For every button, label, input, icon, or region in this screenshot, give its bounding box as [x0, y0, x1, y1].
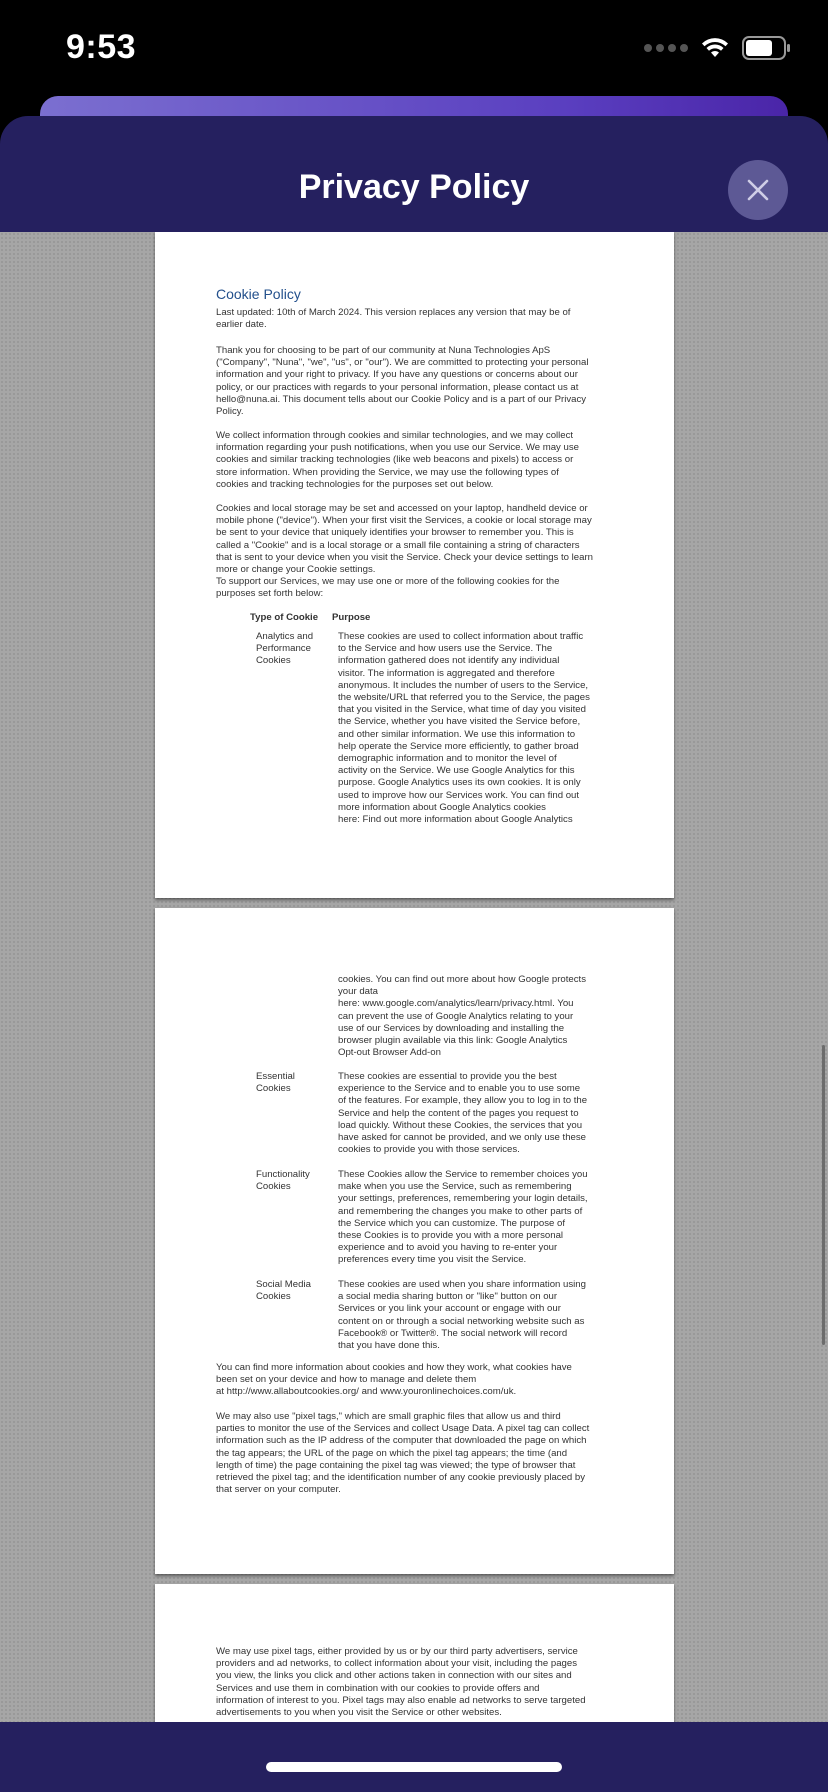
- status-time: 9:53: [66, 28, 137, 66]
- battery-icon: [742, 36, 792, 60]
- doc-paragraph: We may use pixel tags, either provided by us or by our third party advertisers, service providers and ad networks, to collect information about your visit, including the pages you view, the links you click and other actions taken in connection with our sites and Services and use them in combination with our cookies to provide offers and information of interest to you. Pixel tags may also enable ad networks to serve targeted advertisements to you when you visit the Service or other websites.: [216, 1646, 586, 1719]
- close-icon: [747, 179, 769, 201]
- doc-title: Cookie Policy: [216, 286, 301, 302]
- table-cell-type: Functionality Cookies: [256, 1169, 310, 1193]
- table-cell-purpose: cookies. You can find out more about how Google protects your data here: www.google.com/analytics/learn/privacy.html. You can prevent the use of Google Analytics relating to your use of our Services by downloading and installing the browser plugin available via this link: Google Analytics Opt-out Browser Add-on: [338, 974, 586, 1059]
- pdf-page: [155, 908, 674, 1574]
- status-icons: [644, 36, 792, 60]
- table-header-purpose: Purpose: [332, 612, 371, 623]
- doc-paragraph: Last updated: 10th of March 2024. This version replaces any version that may be of earlier date.: [216, 307, 571, 331]
- table-cell-purpose: These cookies are essential to provide you the best experience to the Service and to enable you to use some of the features. For example, they allow you to log in to the Service and help the content of the pages you request to load quickly. Without these Cookies, the services that you have asked for cannot be provided, and we only use these cookies to provide you with those services.: [338, 1071, 588, 1156]
- table-cell-purpose: These Cookies allow the Service to remember choices you make when you use the Service, such as remembering your settings, preferences, remembering your login details, and remembering the changes you make to other parts of the Service which you can customize. The purpose of these Cookies is to provide you with a more personal experience and to avoid you having to re-enter your preferences every time you visit the Service.: [338, 1169, 588, 1266]
- doc-paragraph: We collect information through cookies and similar technologies, and we may collect information regarding your push notifications, when you use our Service. We may use cookies and similar tracking technologies (like web beacons and pixels) to access or store information. When providing the Service, we may use the following types of cookies and tracking technologies for the purposes set out below.: [216, 430, 579, 490]
- table-cell-type: Social Media Cookies: [256, 1279, 311, 1303]
- pdf-viewer[interactable]: [0, 232, 828, 1722]
- table-cell-type: Essential Cookies: [256, 1071, 295, 1095]
- bottom-bar: [0, 1722, 828, 1792]
- table-cell-purpose: These cookies are used to collect information about traffic to the Service and how users use the Service. The information gathered does not identify any individual visitor. The information is aggregated and therefore anonymous. It includes the number of users to the Service, the website/URL that referred you to the Service, the pages that you visited in the Service, what time of day you visited the Service, whether you have visited the Service before, and other similar information. We use this information to help operate the Service more efficiently, to gather broad demographic information and to monitor the level of activity on the Service. We use Google Analytics for this purpose. Google Analytics uses its own cookies. It is only used to improve how our Services work. You can find out more information about Google Analytics cookies here: Find out more information about Google Analytics: [338, 631, 590, 826]
- modal-header: [0, 116, 828, 232]
- pdf-page: [155, 232, 674, 898]
- signal-dots-icon: [644, 44, 688, 52]
- page-title: Privacy Policy: [298, 168, 530, 206]
- doc-paragraph: We may also use "pixel tags," which are small graphic files that allow us and third parties to monitor the use of the Services and collect Usage Data. A pixel tag can collect information such as the IP address of the computer that downloaded the page on which the tag appears; the URL of the page on which the pixel tag appears; the time (and length of time) the page containing the pixel tag was viewed; the type of browser that retrieved the pixel tag; and the identification number of any cookie previously placed by that server on your computer.: [216, 1411, 590, 1496]
- doc-paragraph: Cookies and local storage may be set and accessed on your laptop, handheld device or mobile phone ("device"). When your first visit the Services, a cookie or local storage may be sent to your device that uniquely identifies your browser to remember you. This is called a "Cookie" and is a local storage or a small file containing a string of characters that is sent to your device when you visit the Service. Check your device settings to learn more or change your Cookie settings. To support our Services, we may use one or more of the following cookies for the purposes set forth below:: [216, 503, 594, 600]
- table-cell-type: Analytics and Performance Cookies: [256, 631, 314, 667]
- table-header-type: Type of Cookie: [250, 612, 319, 623]
- pdf-page: [155, 1584, 674, 1722]
- doc-paragraph: You can find more information about cookies and how they work, what cookies have been set on your device and how to manage and delete them at http://www.allaboutcookies.org/ and www.youronlinechoices.com/uk.: [216, 1362, 572, 1398]
- status-bar: [0, 0, 828, 100]
- wifi-icon: [700, 37, 730, 59]
- scrollbar[interactable]: [822, 1045, 825, 1345]
- home-indicator[interactable]: [266, 1762, 562, 1772]
- doc-paragraph: Thank you for choosing to be part of our community at Nuna Technologies ApS ("Company", "Nuna", "we", "us", or "our"). We are committed to protecting your personal information and your right to privacy. If you have any questions or concerns about our policy, or our practices with regards to your personal information, please contact us at hello@nuna.ai. This document tells about our Cookie Policy and is a part of our Privacy Policy.: [216, 345, 589, 418]
- close-button[interactable]: [728, 160, 788, 220]
- table-cell-purpose: These cookies are used when you share information using a social media sharing button or "like" button on our Services or you link your account or engage with our content on or through a social networking website such as Facebook® or Twitter®. The social network will record that you have done this.: [338, 1279, 586, 1352]
